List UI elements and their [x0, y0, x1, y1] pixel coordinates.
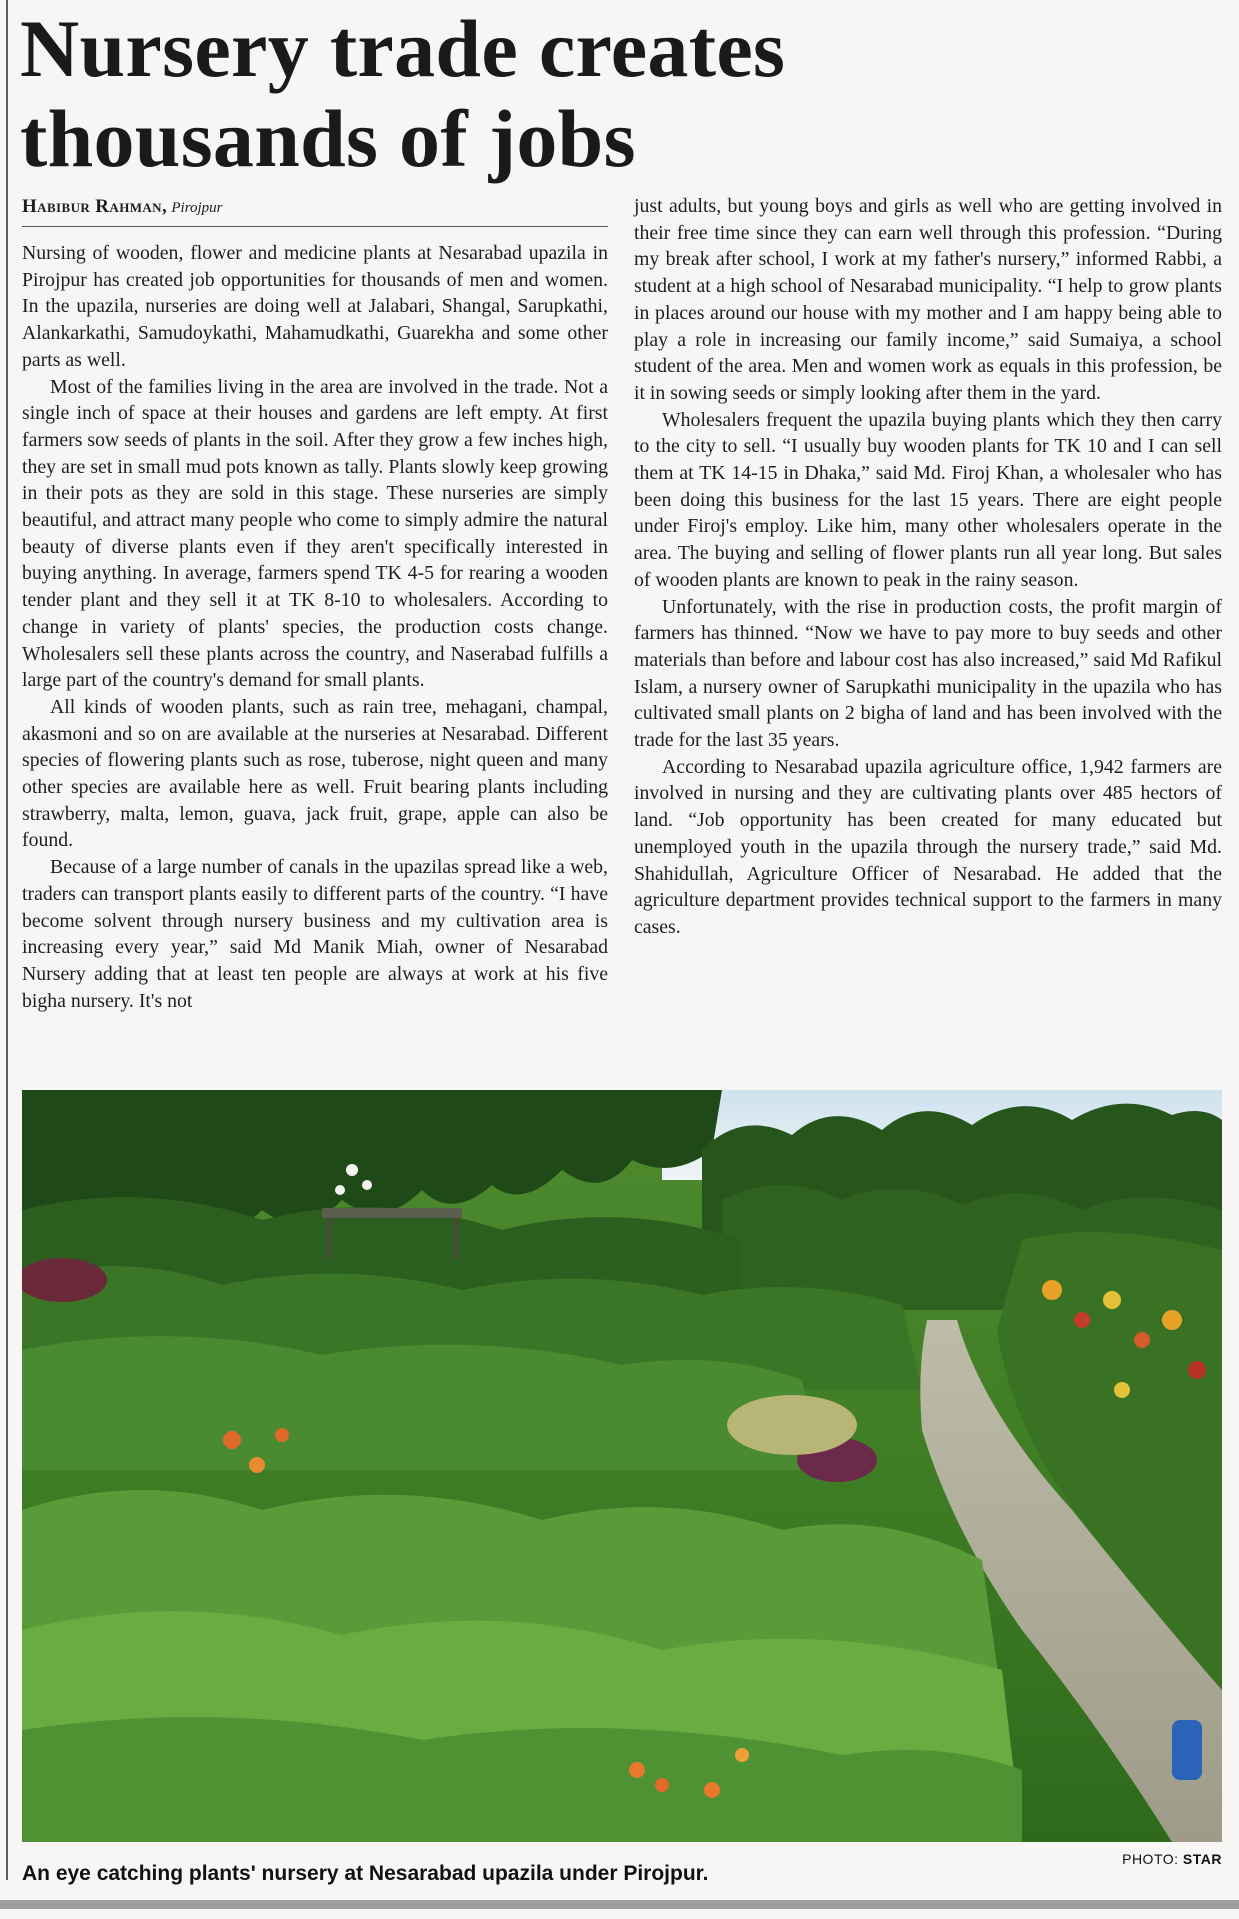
article-column-1 [22, 240, 608, 1014]
byline-location: Pirojpur [171, 200, 223, 216]
paragraph: Nursing of wooden, flower and medicine plants at Nesarabad upazila in Pirojpur has created job opportunities for thousands of men and women. In the upazila, nurseries are doing well at Jalabari, Shangal, Sarupkathi, Alankarkathi, Samudoykathi, Mahamudkathi, Guarekha and some other parts as well. [22, 242, 608, 371]
headline: Nursery trade creates thousands of jobs [20, 3, 786, 184]
paragraph: Most of the families living in the area are involved in the trade. Not a single inch of space at their houses and gardens are left empty. At first farmers sow seeds of plants in the soil. After they grow a few inches high, they are set in small mud pots known as tally. Plants slowly keep growing in their pots as they are sold in this stage. These nurseries are simply beautiful, and attract many people who come to simply admire the natural beauty of diverse plants even if they aren't specifically interested in buying anything. In average, farmers spend TK 4-5 for rearing a wooden tender plant and they sell it at TK 8-10 to wholesalers. According to change in variety of plants' species, the production costs change. Wholesalers sell these plants across the country, and Naserabad fulfills a large part of the country's demand for small plants. [22, 375, 608, 692]
byline-author: Habibur Rahman, [22, 196, 168, 217]
nursery-photo [22, 1090, 1222, 1842]
paragraph: According to Nesarabad upazila agriculture office, 1,942 farmers are involved in nursing and they are cultivating plants over 485 hectors of land. “Job opportunity has been created for many educated but unemployed youth in the upazila through the nursery trade,” said Md. Shahidullah, Agriculture Officer of Nesarabad. He added that the agriculture department provides technical support to the farmers in many cases. [634, 755, 1222, 938]
paragraph: just adults, but young boys and girls as well who are getting involved in their free time since they can earn well through this profession. “During my break after school, I work at my father's nursery,” informed Rabbi, a student at a high school of Nesarabad municipality. “I help to grow plants in places around our house with my mother and I am happy being able to play a role in increasing our family income,” said Sumaiya, a school student of the area. Men and women work as equals in this profession, be it in sowing seeds or simply looking after them in the yard. [634, 195, 1222, 404]
photo-credit [1122, 1851, 1222, 1867]
paragraph: All kinds of wooden plants, such as rain tree, mehagani, champal, akasmoni and so on are available at the nurseries at Nesarabad. Different species of flowering plants such as rose, tuberose, night queen and many other species are available here as well. Fruit bearing plants including strawberry, malta, lemon, guava, jack fruit, grape, apple can also be found. [22, 695, 608, 852]
photo-caption: An eye catching plants' nursery at Nesarabad upazila under Pirojpur. [22, 1862, 709, 1885]
photo-credit-source: STAR [1182, 1851, 1222, 1867]
paragraph: Wholesalers frequent the upazila buying plants which they then carry to the city to sell. “I usually buy wooden plants for TK 10 and I can sell them at TK 14-15 in Dhaka,” said Md. Firoj Khan, a wholesaler who has been doing this business for the last 15 years. There are eight people under Firoj's employ. Like him, many other wholesalers operate in the area. The buying and selling of flower plants run all year long. But sales of wooden plants are known to peak in the rainy season. [634, 408, 1222, 591]
bottom-rule [0, 1900, 1239, 1909]
left-column-rule [6, 0, 8, 1880]
article-column-2 [634, 193, 1222, 941]
byline [22, 196, 608, 227]
photo-credit-label: PHOTO: [1122, 1851, 1179, 1867]
paragraph: Unfortunately, with the rise in production costs, the profit margin of farmers has thinned. “Now we have to pay more to buy seeds and other materials than before and labour cost has also increased,” said Md Rafikul Islam, a nursery owner of Sarupkathi municipality in the upazila who has cultivated small plants on 2 bigha of land and has been involved with the trade for the last 35 years. [634, 595, 1222, 752]
paragraph: Because of a large number of canals in the upazilas spread like a web, traders can transport plants easily to different parts of the country. “I have become solvent through nursery business and my cultivation area is increasing every year,” said Md Manik Miah, owner of Nesarabad Nursery adding that at least ten people are always at work at his five bigha nursery. It's not [22, 856, 608, 1012]
